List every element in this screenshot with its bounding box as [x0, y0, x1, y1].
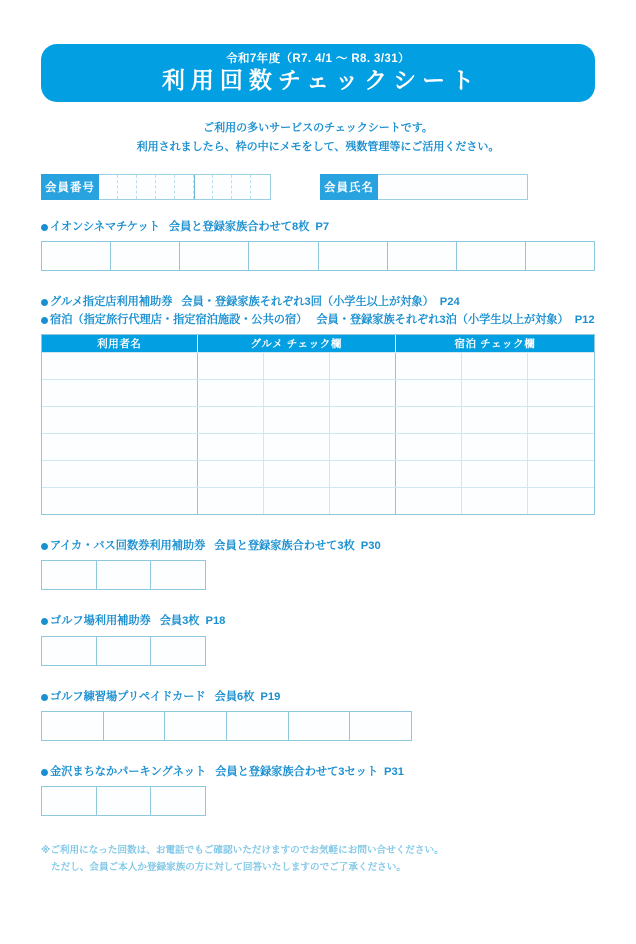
cell-user-name[interactable] [42, 461, 198, 487]
cell-stay-check[interactable] [528, 461, 594, 487]
cell-stay-check[interactable] [462, 434, 528, 460]
bullet-icon [41, 618, 48, 625]
cell-stay-check[interactable] [396, 380, 462, 406]
bus-ticket-cell[interactable] [151, 561, 205, 589]
cell-stay-check[interactable] [528, 353, 594, 379]
golf-range-cell[interactable] [42, 712, 104, 740]
cell-gourmet-check[interactable] [330, 380, 396, 406]
cell-stay-check[interactable] [462, 380, 528, 406]
cell-user-name[interactable] [42, 434, 198, 460]
section-page-ref-golf-course: P18 [205, 615, 226, 628]
bullet-icon [41, 299, 48, 306]
cell-gourmet-check[interactable] [198, 488, 264, 514]
member-number-cell[interactable] [175, 175, 194, 199]
section-page-ref-bus: P30 [360, 540, 381, 553]
parking-cell[interactable] [151, 787, 205, 815]
section-detail-golf-course: 会員3枚 [159, 615, 200, 628]
cinema-ticket-cell[interactable] [457, 242, 526, 270]
cinema-ticket-cell[interactable] [111, 242, 180, 270]
section-page-ref-cinema: P7 [315, 220, 330, 233]
cell-gourmet-check[interactable] [264, 380, 330, 406]
table-column-header-stay: 宿泊 チェック欄 [454, 338, 536, 351]
section-detail-gourmet: 会員・登録家族それぞれ3回（小学生以上が対象） [181, 295, 434, 308]
section-title-golf-range: ゴルフ練習場プリペイドカード [50, 690, 206, 703]
cinema-ticket-cell[interactable] [180, 242, 249, 270]
table-row[interactable] [42, 406, 594, 433]
cinema-ticket-cell[interactable] [42, 242, 111, 270]
cell-stay-check[interactable] [462, 407, 528, 433]
lead-line-2: 利用されましたら、枠の中にメモをして、残数管理等にご活用ください。 [136, 140, 500, 153]
footer-note-line-1: ※ご利用になった回数は、お電話でもご確認いただけますのでお気軽にお問い合せください。 [41, 844, 444, 856]
section-detail-bus: 会員と登録家族合わせて3枚 [214, 540, 355, 553]
header-banner [41, 44, 595, 102]
bullet-icon [41, 317, 48, 324]
footer-note [41, 842, 595, 876]
cell-gourmet-check[interactable] [264, 434, 330, 460]
golf-course-cell[interactable] [97, 637, 152, 665]
golf-range-boxes[interactable] [41, 711, 412, 741]
lead-text [0, 119, 636, 157]
section-title-stay: 宿泊（指定旅行代理店・指定宿泊施設・公共の宿） [50, 314, 308, 327]
footer-note-line-2: ただし、会員ご本人か登録家族の方に対して回答いたしますのでご了承ください。 [51, 861, 406, 873]
bullet-icon [41, 543, 48, 550]
cinema-ticket-cell[interactable] [526, 242, 594, 270]
section-heading-stay [41, 311, 595, 329]
cell-stay-check[interactable] [396, 488, 462, 514]
section-page-ref-stay: P12 [574, 314, 595, 327]
bus-ticket-cell[interactable] [42, 561, 97, 589]
bullet-icon [41, 769, 48, 776]
section-page-ref-gourmet: P24 [439, 295, 460, 308]
golf-course-cell[interactable] [151, 637, 205, 665]
cell-gourmet-check[interactable] [198, 407, 264, 433]
member-number-cell[interactable] [156, 175, 175, 199]
lead-line-1: ご利用の多いサービスのチェックシートです。 [203, 122, 433, 134]
parking-cell[interactable] [42, 787, 97, 815]
cell-stay-check[interactable] [462, 461, 528, 487]
table-column-header-name: 利用者名 [42, 335, 198, 352]
cell-gourmet-check[interactable] [264, 353, 330, 379]
member-number-cells[interactable] [99, 174, 271, 200]
banner-subtitle: 令和7年度（R7. 4/1 〜 R8. 3/31） [226, 52, 410, 65]
cell-gourmet-check[interactable] [264, 488, 330, 514]
cell-stay-check[interactable] [462, 353, 528, 379]
cell-user-name[interactable] [42, 380, 198, 406]
section-detail-golf-range: 会員6枚 [214, 690, 255, 703]
section-title-golf-course: ゴルフ場利用補助券 [50, 615, 151, 628]
cell-gourmet-check[interactable] [330, 488, 396, 514]
member-number-field[interactable] [41, 174, 271, 200]
check-sheet-page [0, 44, 636, 944]
cell-gourmet-check[interactable] [330, 434, 396, 460]
section-detail-cinema: 会員と登録家族合わせて8枚 [168, 220, 310, 233]
cell-stay-check[interactable] [396, 434, 462, 460]
bullet-icon [41, 694, 48, 701]
section-heading-golf-range [41, 688, 595, 706]
member-number-cell[interactable] [194, 175, 213, 199]
section-page-ref-parking: P31 [384, 765, 404, 778]
golf-range-cell[interactable] [227, 712, 289, 740]
section-heading-bus [41, 537, 595, 555]
table-row[interactable] [42, 352, 594, 379]
cell-stay-check[interactable] [528, 407, 594, 433]
table-row[interactable] [42, 460, 594, 487]
cell-gourmet-check[interactable] [198, 353, 264, 379]
bullet-icon [41, 224, 48, 231]
golf-range-cell[interactable] [289, 712, 351, 740]
section-heading-parking [41, 763, 595, 781]
member-name-input[interactable] [378, 174, 528, 200]
section-page-ref-golf-range: P19 [260, 690, 281, 703]
cinema-ticket-cell[interactable] [249, 242, 318, 270]
member-number-cell[interactable] [232, 175, 251, 199]
table-column-header-gourmet: グルメ チェック欄 [198, 335, 396, 352]
member-info-row [41, 174, 595, 200]
member-name-field[interactable] [320, 174, 528, 200]
cinema-ticket-cell[interactable] [388, 242, 457, 270]
table-row[interactable] [42, 379, 594, 406]
section-detail-parking: 会員と登録家族合わせて3セット [215, 765, 379, 778]
cell-gourmet-check[interactable] [330, 407, 396, 433]
cell-gourmet-check[interactable] [198, 434, 264, 460]
cell-stay-check[interactable] [396, 353, 462, 379]
bus-ticket-boxes[interactable] [41, 560, 206, 590]
member-number-label: 会員番号 [41, 174, 99, 200]
parking-cell[interactable] [97, 787, 152, 815]
golf-range-cell[interactable] [350, 712, 411, 740]
golf-range-cell[interactable] [165, 712, 227, 740]
cell-user-name[interactable] [42, 353, 198, 379]
cell-gourmet-check[interactable] [264, 461, 330, 487]
section-detail-stay: 会員・登録家族それぞれ3泊（小学生以上が対象） [316, 314, 569, 327]
section-heading-gourmet [41, 293, 595, 311]
section-heading-golf-course [41, 612, 595, 630]
bus-ticket-cell[interactable] [97, 561, 152, 589]
cell-gourmet-check[interactable] [264, 407, 330, 433]
cell-stay-check[interactable] [528, 434, 594, 460]
section-title-cinema: イオンシネマチケット [50, 220, 160, 233]
member-number-cell[interactable] [213, 175, 232, 199]
parking-boxes[interactable] [41, 786, 206, 816]
table-row[interactable] [42, 433, 594, 460]
cell-gourmet-check[interactable] [330, 461, 396, 487]
cell-stay-check[interactable] [396, 461, 462, 487]
golf-course-cell[interactable] [42, 637, 97, 665]
section-title-gourmet: グルメ指定店利用補助券 [50, 295, 173, 308]
member-name-label: 会員氏名 [320, 174, 378, 200]
table-header-row [42, 335, 594, 352]
member-number-cell[interactable] [99, 175, 118, 199]
table-row[interactable] [42, 487, 594, 514]
member-number-cell[interactable] [251, 175, 270, 199]
gourmet-stay-table [41, 334, 595, 515]
cell-stay-check[interactable] [462, 488, 528, 514]
member-number-cell[interactable] [118, 175, 137, 199]
section-title-bus: アイカ・バス回数券利用補助券 [50, 540, 206, 553]
golf-range-cell[interactable] [104, 712, 166, 740]
member-number-cell[interactable] [137, 175, 156, 199]
cell-stay-check[interactable] [396, 407, 462, 433]
section-heading-cinema [41, 218, 595, 236]
cell-stay-check[interactable] [528, 488, 594, 514]
cinema-ticket-boxes[interactable] [41, 241, 595, 271]
page-title: 利用回数チェックシート [161, 67, 481, 94]
section-title-parking: 金沢まちなかパーキングネット [50, 765, 207, 778]
golf-course-boxes[interactable] [41, 636, 206, 666]
cinema-ticket-cell[interactable] [319, 242, 388, 270]
cell-gourmet-check[interactable] [198, 380, 264, 406]
cell-gourmet-check[interactable] [330, 353, 396, 379]
cell-user-name[interactable] [42, 488, 198, 514]
cell-user-name[interactable] [42, 407, 198, 433]
cell-stay-check[interactable] [528, 380, 594, 406]
cell-gourmet-check[interactable] [198, 461, 264, 487]
